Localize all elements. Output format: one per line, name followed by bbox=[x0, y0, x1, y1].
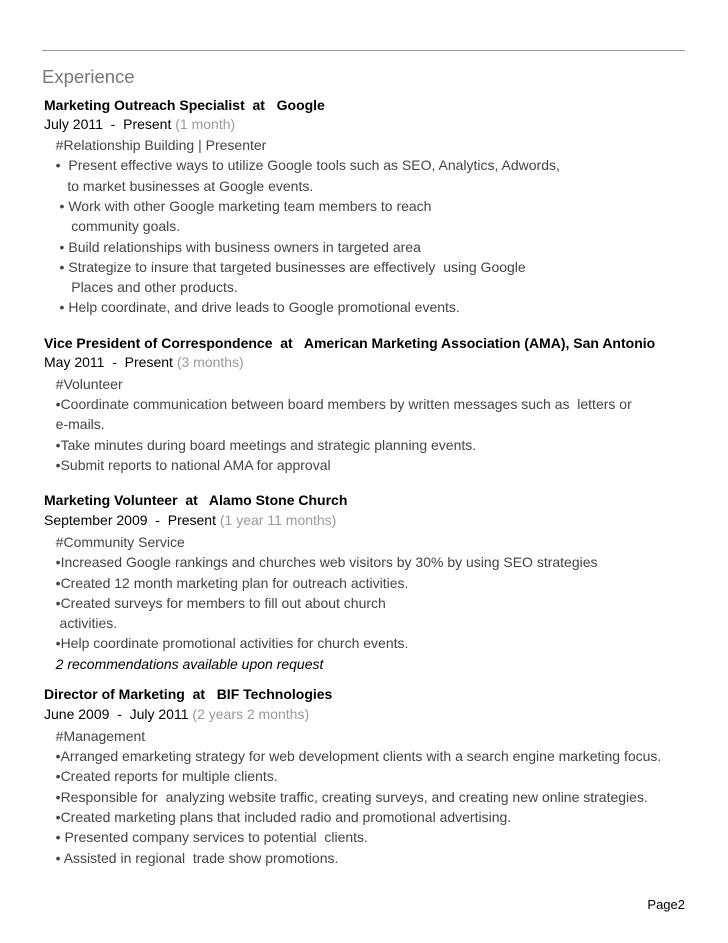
job-description-line: •Help coordinate promotional activities for church events. bbox=[44, 635, 409, 651]
job-duration: (1 year 11 months) bbox=[219, 512, 337, 528]
job-description-line: • Work with other Google marketing team members to reach bbox=[44, 198, 432, 214]
job-title: Marketing Outreach Specialist at Google bbox=[44, 97, 325, 113]
job-date-range: September 2009 - Present bbox=[44, 512, 216, 528]
job-description-line: • Present effective ways to utilize Google tools such as SEO, Analytics, Adwords, bbox=[44, 157, 560, 173]
job-description-line: #Community Service bbox=[44, 534, 185, 550]
job-dates bbox=[44, 115, 235, 133]
job-description-line: • Assisted in regional trade show promotions. bbox=[44, 850, 339, 866]
job-description-line: #Relationship Building | Presenter bbox=[44, 137, 267, 153]
job-duration: (1 month) bbox=[175, 116, 236, 132]
job-description-line: •Created surveys for members to fill out about church bbox=[44, 595, 386, 611]
top-divider bbox=[42, 50, 685, 51]
job-description-line: Places and other products. bbox=[44, 279, 238, 295]
job-dates bbox=[44, 511, 336, 529]
job-description-line: • Build relationships with business owners in targeted area bbox=[44, 239, 421, 255]
job-description-line: #Management bbox=[44, 728, 146, 744]
section-title: Experience bbox=[42, 66, 135, 87]
job-description-line: community goals. bbox=[44, 218, 181, 234]
job-description-line: •Arranged emarketing strategy for web development clients with a search engine marketing focus. bbox=[44, 748, 662, 764]
job-description-line: to market businesses at Google events. bbox=[44, 178, 314, 194]
job-description-line: •Increased Google rankings and churches web visitors by 30% by using SEO strategies bbox=[44, 554, 598, 570]
job-description-line: •Coordinate communication between board members by written messages such as letters or bbox=[44, 396, 632, 412]
job-description-line: •Created 12 month marketing plan for outreach activities. bbox=[44, 575, 409, 591]
job-description-line: •Responsible for analyzing website traffic, creating surveys, and creating new online strategies. bbox=[44, 789, 648, 805]
job-description-line: • Strategize to insure that targeted businesses are effectively using Google bbox=[44, 259, 526, 275]
job-description-line: e-mails. bbox=[44, 416, 105, 432]
job-description-line: #Volunteer bbox=[44, 376, 123, 392]
job-description-line: •Created reports for multiple clients. bbox=[44, 768, 278, 784]
job-dates bbox=[44, 705, 309, 723]
recommendations-note: 2 recommendations available upon request bbox=[44, 656, 324, 672]
job-description-line: activities. bbox=[44, 615, 118, 631]
job-title: Vice President of Correspondence at American Marketing Association (AMA), San Antonio bbox=[44, 335, 656, 351]
job-title: Director of Marketing at BIF Technologies bbox=[44, 686, 333, 702]
job-date-range: May 2011 - Present bbox=[44, 354, 173, 370]
job-title: Marketing Volunteer at Alamo Stone Church bbox=[44, 492, 348, 508]
job-date-range: July 2011 - Present bbox=[44, 116, 172, 132]
job-description-line: • Presented company services to potential clients. bbox=[44, 829, 368, 845]
page-number: Page2 bbox=[647, 897, 685, 912]
job-dates bbox=[44, 353, 244, 371]
job-description-line: •Submit reports to national AMA for approval bbox=[44, 457, 331, 473]
job-duration: (2 years 2 months) bbox=[192, 706, 310, 722]
job-description-line: • Help coordinate, and drive leads to Google promotional events. bbox=[44, 299, 460, 315]
job-duration: (3 months) bbox=[176, 354, 244, 370]
job-description-line: •Created marketing plans that included radio and promotional advertising. bbox=[44, 809, 512, 825]
job-date-range: June 2009 - July 2011 bbox=[44, 706, 189, 722]
job-description-line: •Take minutes during board meetings and strategic planning events. bbox=[44, 437, 477, 453]
